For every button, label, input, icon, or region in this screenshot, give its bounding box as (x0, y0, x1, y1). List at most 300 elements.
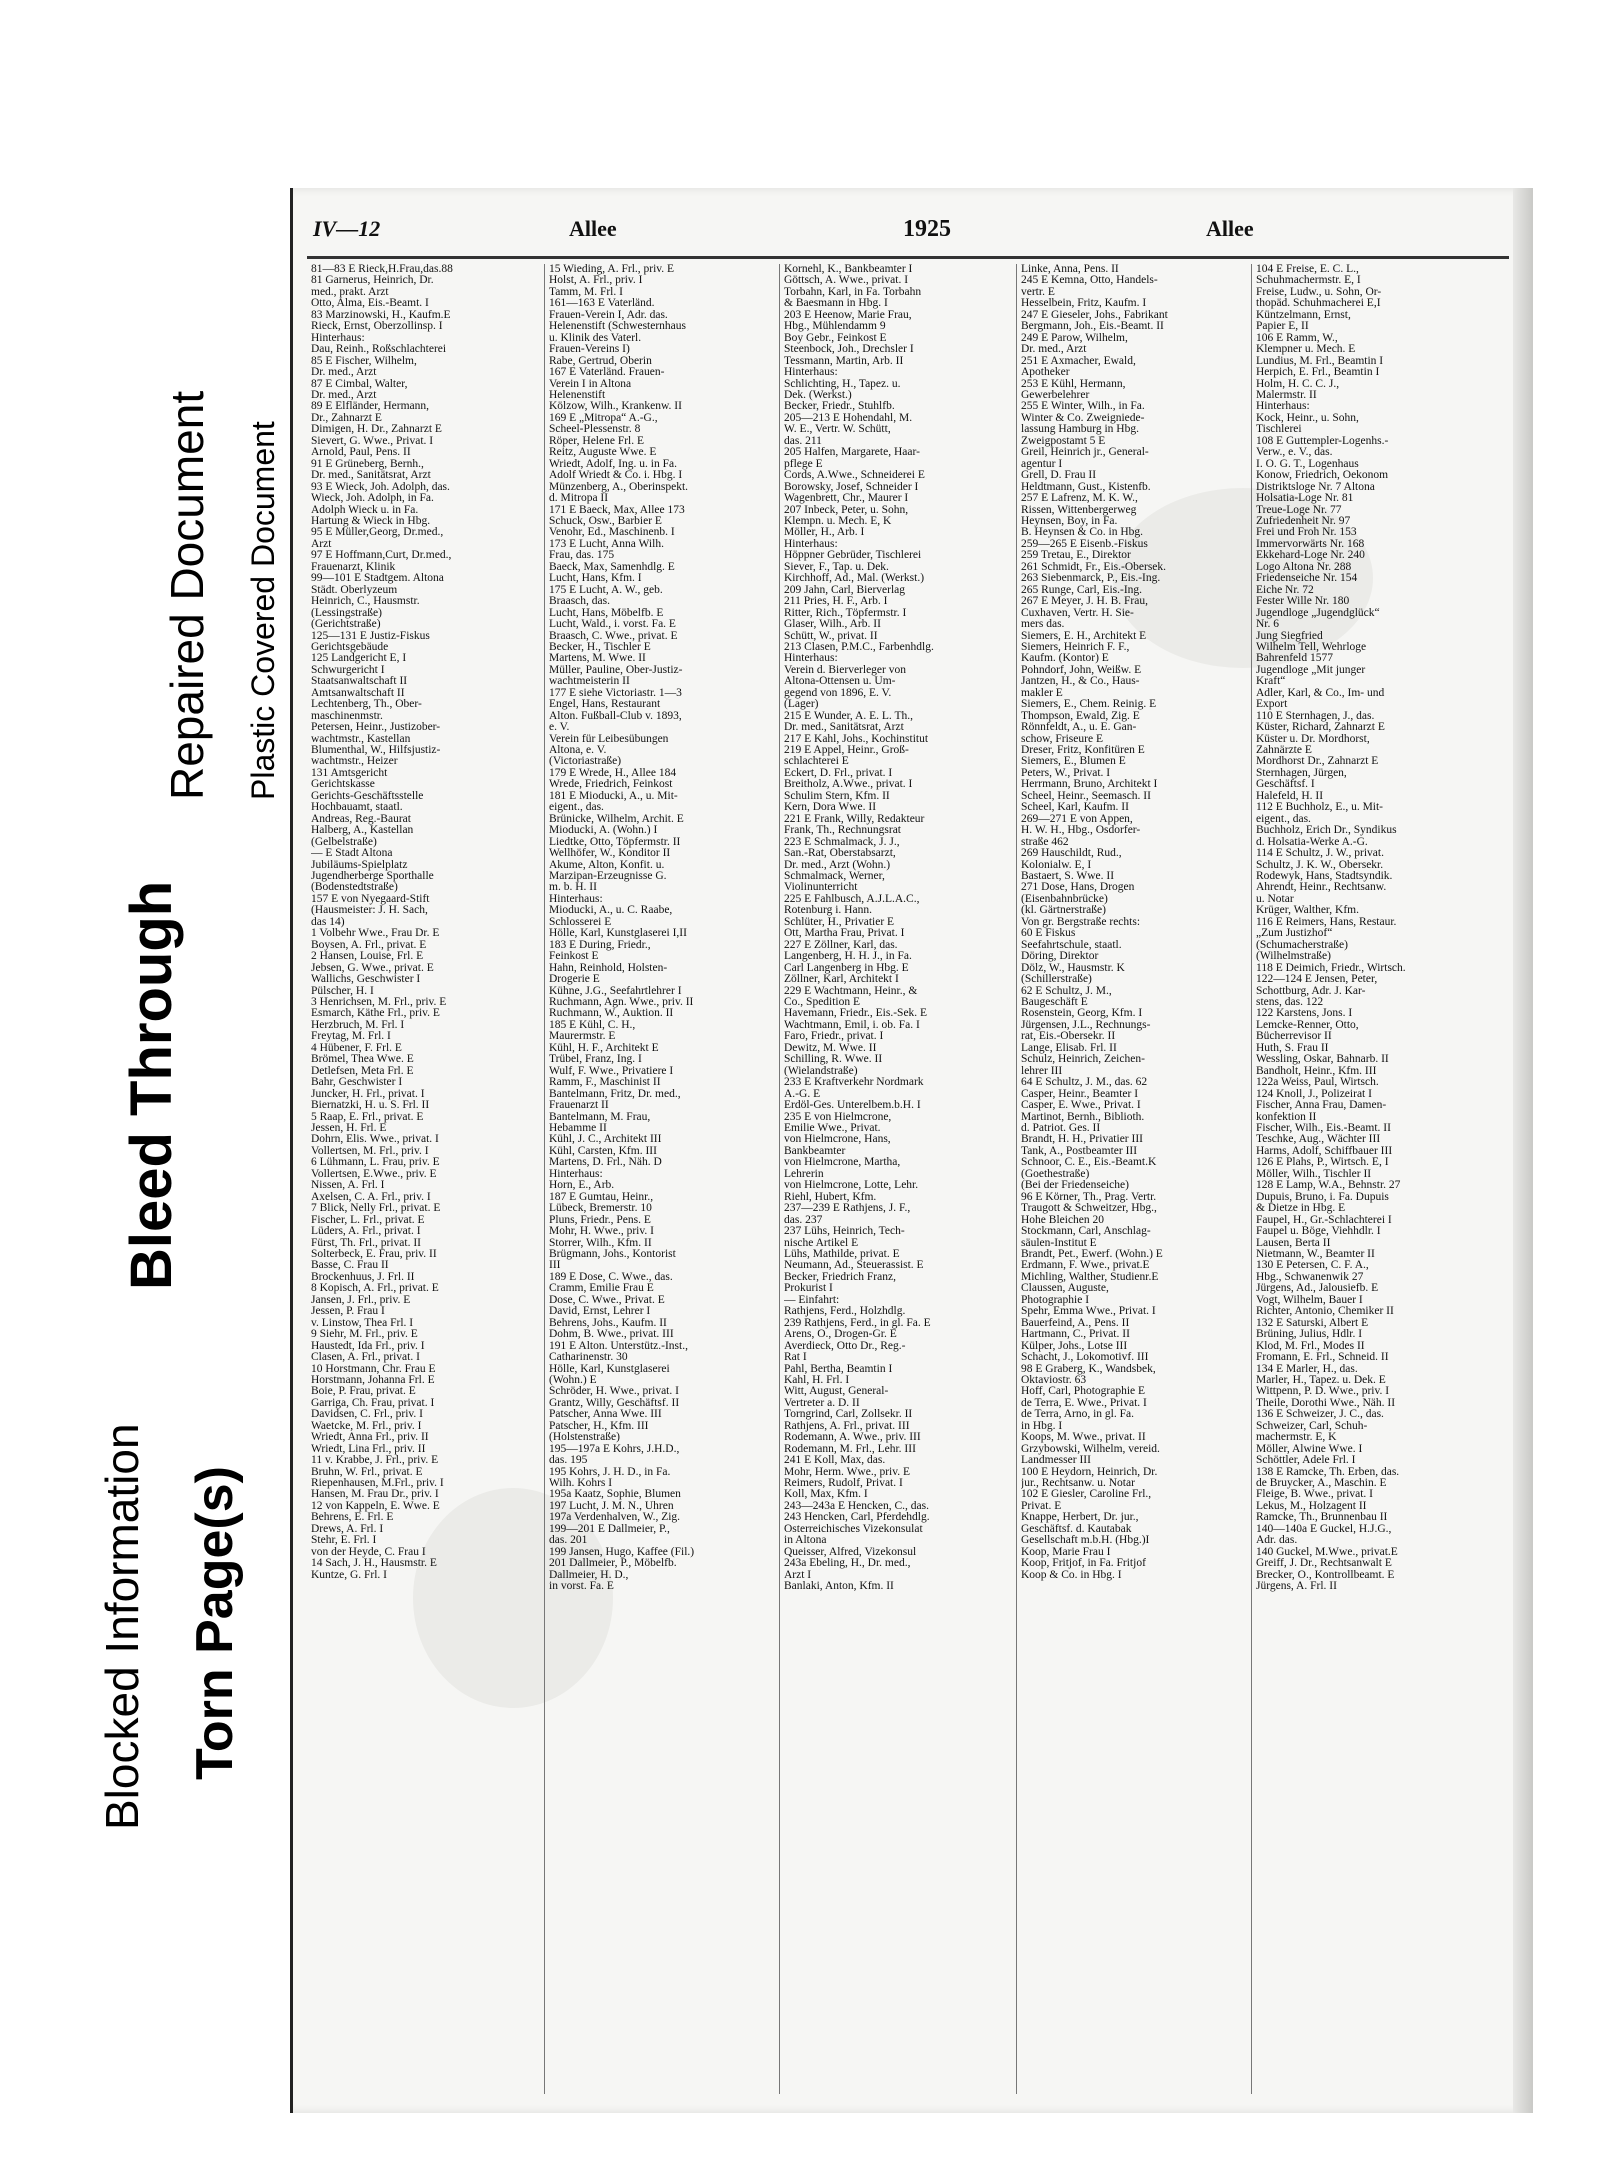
directory-entry-line: Dr. med., Sanitätsrat, Arzt (311, 470, 431, 482)
directory-entry-line: 255 E Winter, Wilh., in Fa. (1021, 401, 1145, 413)
directory-entry-line: Mioducki, A., u. C. Raabe, (549, 905, 673, 917)
directory-entry-line: Witt, August, General- (784, 1386, 889, 1398)
directory-entry-line: Herpich, E. Frl., Beamtin I (1256, 367, 1380, 379)
directory-entry-line: 81—83 E Rieck,H.Frau,das.88 (311, 264, 453, 275)
directory-entry-line: Lühs, Mathilde, privat. E (784, 1248, 900, 1260)
directory-entry-line: Kirchhoff, Ad., Mal. (Werkst.) (784, 573, 925, 585)
directory-entry-line: Otto, Alma, Eis.-Beamt. I (311, 298, 429, 310)
directory-entry-line: 263 Siebenmarck, P., Eis.-Ing. (1021, 573, 1161, 585)
directory-entry-line: das. 237 (784, 1214, 823, 1226)
directory-entry-line: Hartmann, C., Privat. II (1021, 1329, 1130, 1341)
directory-entry-line: Wallichs, Geschwister I (311, 974, 421, 986)
directory-entry-line: Koop, Fritjof, in Fa. Fritjof (1021, 1558, 1146, 1570)
directory-entry-line: 271 Dose, Hans, Drogen (1021, 882, 1135, 894)
directory-entry-line: 126 E Plahs, P., Wirtsch. E, I (1256, 1157, 1389, 1169)
directory-entry-line: 125—131 E Justiz-Fiskus (311, 630, 430, 642)
directory-entry-line: „Zum Justizhof“ (1256, 928, 1333, 940)
directory-entry-line: Verw., e. V., das. (1256, 447, 1333, 459)
directory-entry-line: Jansen, J. Frl., priv. E (311, 1294, 411, 1306)
directory-entry-line: 241 E Koll, Max, das. (784, 1455, 886, 1467)
directory-entry-line: Ruchmann, W., Auktion. II (549, 1008, 674, 1020)
directory-entry-line: Emilie Wwe., Privat. (784, 1122, 881, 1134)
directory-entry-line: (Wielandstraße) (784, 1065, 858, 1077)
directory-entry-line: Ekkehard-Loge Nr. 240 (1256, 550, 1365, 562)
directory-entry-line: 261 Schmidt, Fr., Eis.-Obersek. (1021, 561, 1167, 573)
directory-entry-line: 259—265 E Eisenb.-Fiskus (1021, 538, 1148, 550)
directory-entry-line: 243 Hencken, Carl, Pferdehdlg. (784, 1512, 930, 1524)
directory-entry-line: Lübeck, Bremerstr. 10 (549, 1203, 652, 1215)
directory-entry-line: 195 Kohrs, J. H. D., in Fa. (549, 1466, 671, 1478)
directory-entry-line: 175 E Lucht, A. W., geb. (549, 584, 663, 596)
directory-entry-line: Kern, Dora Wwe. II (784, 802, 877, 814)
directory-entry-line: 251 E Axmacher, Ewald, (1021, 355, 1136, 367)
directory-entry-line: Kahl, H. Frl. I (784, 1374, 850, 1386)
directory-entry-line: Rodemann, M. Frl., Lehr. III (784, 1443, 916, 1455)
directory-entry-line: (Bei der Friedenseiche) (1021, 1180, 1129, 1192)
directory-entry-line: 247 E Gieseler, Johs., Fabrikant (1021, 309, 1168, 321)
directory-entry-line: Wittpenn, P. D. Wwe., priv. I (1256, 1386, 1390, 1398)
directory-entry-line: Papier E, II (1256, 321, 1309, 333)
directory-entry-line: Heinrich, C., Hausmstr. (311, 596, 420, 608)
directory-entry-line: Schlichting, H., Tapez. u. (784, 378, 901, 390)
directory-entry-line: Richter, Antonio, Chemiker II (1256, 1306, 1394, 1318)
directory-entry-line: pflege E (784, 458, 823, 470)
directory-column-1 (307, 264, 544, 2094)
directory-entry-line: Bandholt, Heinr., Kfm. III (1256, 1065, 1377, 1077)
directory-entry-line: Bücherrevisor II (1256, 1031, 1332, 1043)
directory-entry-line: Hahn, Reinhold, Holsten- (549, 962, 668, 974)
directory-entry-line: 87 E Cimbal, Walter, (311, 378, 408, 390)
directory-entry-line: Behrens, Johs., Kaufm. II (549, 1317, 667, 1329)
directory-entry-line: A.-G. E (784, 1088, 821, 1100)
directory-entry-line: das. 195 (549, 1455, 588, 1467)
directory-entry-line: Röper, Helene Frl. E (549, 435, 645, 447)
directory-entry-line: Stehr, E. Frl. I (311, 1535, 377, 1547)
directory-entry-line: Fischer, L. Frl., privat. E (311, 1214, 425, 1226)
directory-entry-line: 201 Dallmeier, P., Möbelfb. (549, 1558, 677, 1570)
directory-entry-line: Winter & Co. Zweigniede- (1021, 412, 1145, 424)
directory-entry-line: Jung Siegfried (1256, 630, 1323, 642)
directory-entry-line: Bruhn, W. Frl., privat. E (311, 1466, 423, 1478)
directory-entry-line: 223 E Schmalmack, J. J., (784, 836, 900, 848)
directory-entry-line: Andreas, Reg.-Baurat (311, 813, 411, 825)
directory-entry-line: Ramm, F., Maschinist II (549, 1077, 661, 1089)
directory-entry-line: (Wilhelmstraße) (1256, 951, 1331, 963)
directory-entry-line: Hinterhaus: (549, 893, 603, 905)
directory-entry-line: 83 Marzinowski, H., Kaufm.E (311, 309, 451, 321)
directory-entry-line: 131 Amtsgericht (311, 767, 388, 779)
directory-entry-line: 233 E Kraftverkehr Nordmark (784, 1077, 924, 1089)
directory-entry-line: Scheel-Plessenstr. 8 (549, 424, 641, 436)
directory-entry-line: Wriedt, Adolf, Ing. u. in Fa. (549, 458, 677, 470)
directory-entry-line: Huth, S. Frau II (1256, 1042, 1329, 1054)
directory-entry-line: Drogerie E (549, 974, 600, 986)
directory-entry-line: stens, das. 122 (1256, 997, 1324, 1008)
directory-entry-line: Wachtmann, Emil, i. ob. Fa. I (784, 1019, 920, 1031)
directory-entry-line: Wriedt, Anna Frl., priv. II (311, 1432, 429, 1444)
directory-entry-line: Greiff, J. Dr., Rechtsanwalt E (1256, 1558, 1392, 1570)
directory-entry-line: thopäd. Schuhmacherei E,I (1256, 298, 1381, 310)
scanned-page (290, 188, 1533, 2113)
directory-entry-line: Marzipan-Erzeugnisse G. (549, 871, 667, 883)
directory-entry-line: Casper, Heinr., Beamter I (1021, 1088, 1139, 1100)
directory-entry-line: e. V. (549, 722, 570, 734)
directory-entry-line: Feinkost E (549, 951, 599, 963)
directory-entry-line: Glaser, Wilh., Arb. II (784, 619, 881, 631)
directory-entry-line: Faupel u. Böge, Viehhdlr. I (1256, 1226, 1381, 1238)
directory-entry-line: Baeck, Max, Samenhdlg. E (549, 561, 675, 573)
directory-entry-line: 177 E siehe Victoriastr. 1—3 (549, 687, 682, 699)
directory-entry-line: 183 E During, Friedr., (549, 939, 651, 951)
directory-entry-line: Altona-Ottensen u. Um- (784, 676, 896, 688)
directory-entry-line: Helenenstift (549, 389, 606, 401)
directory-entry-line: Akume, Alton, Konfit. u. (549, 859, 665, 871)
directory-entry-line: Hölle, Karl, Kunstglaserei (549, 1363, 670, 1375)
directory-entry-line: Apotheker (1021, 367, 1070, 379)
directory-entry-line: 10 Horstmann, Chr. Frau E (311, 1363, 436, 1375)
directory-entry-line: Eiche Nr. 72 (1256, 584, 1314, 596)
directory-entry-line: Döring, Direktor (1021, 951, 1099, 963)
directory-entry-line: 199—201 E Dallmeier, P., (549, 1523, 670, 1535)
page-header (313, 216, 1513, 244)
directory-entry-line: Münzenberg, A., Oberinspekt. (549, 481, 689, 493)
directory-entry-line: (Hausmeister: J. H. Sach, (311, 905, 428, 917)
directory-entry-line: 211 Pries, H. F., Arb. I (784, 596, 888, 608)
directory-entry-line: H. W. H., Hbg., Osdorfer- (1021, 825, 1141, 837)
directory-entry-line: Lucht, Wald., i. vorst. Fa. E (549, 619, 676, 631)
directory-entry-line: 253 E Kühl, Hermann, (1021, 378, 1126, 390)
directory-entry-line: Kuntze, G. Frl. I (311, 1569, 388, 1581)
directory-entry-line: Wessling, Oskar, Bahnarb. II (1256, 1054, 1389, 1066)
directory-entry-line: Ramcke, Th., Brunnenbau II (1256, 1512, 1388, 1524)
directory-entry-line: Kühl, Carsten, Kfm. III (549, 1145, 657, 1157)
directory-entry-line: 219 E Appel, Heinr., Groß- (784, 745, 909, 757)
directory-entry-line: Jürgens, A. Frl. II (1256, 1581, 1337, 1593)
directory-entry-line: 189 E Dose, C. Wwe., das. (549, 1271, 673, 1283)
directory-entry-line: Breitholz, A.Wwe., privat. I (784, 779, 913, 791)
directory-entry-line: Wellhöfer, W., Konditor II (549, 848, 671, 860)
directory-entry-line: 110 E Sternhagen, J., das. (1256, 710, 1375, 722)
directory-entry-line: 108 E Guttempler-Logenhs.- (1256, 435, 1389, 447)
directory-entry-line: Cords, A.Wwe., Schneiderei E (784, 470, 925, 482)
directory-entry-line: gegend von 1896, E. V. (784, 687, 892, 699)
directory-entry-line: de Terra, E. Wwe., Privat. I (1021, 1397, 1147, 1409)
directory-entry-line: Pahl, Bertha, Beamtin I (784, 1363, 893, 1375)
directory-entry-line: Schultz, J. K. W., Obersekr. (1256, 859, 1384, 871)
directory-entry-line: Fürst, Th. Frl., privat. II (311, 1237, 421, 1249)
directory-entry-line: Koop, Marie Frau I (1021, 1546, 1111, 1558)
torn-pages-label: Torn Page(s) (186, 1466, 244, 1780)
directory-entry-line: Ott, Martha Frau, Privat. I (784, 928, 905, 940)
directory-entry-line: Lüders, A. Frl., privat. I (311, 1226, 421, 1238)
directory-entry-line: Cuxhaven, Vertr. H. Sie- (1021, 607, 1134, 619)
directory-entry-line: (Bodenstedtstraße) (311, 882, 398, 894)
directory-entry-line: 7 Blick, Nelly Frl., privat. E (311, 1203, 441, 1215)
page-number: IV—12 (313, 216, 381, 241)
directory-entry-line: Grzybowski, Wilhelm, vereid. (1021, 1443, 1160, 1455)
directory-entry-line: Rissen, Wittenbergerweg (1021, 504, 1137, 516)
sidebar-labels (0, 0, 290, 2177)
directory-entry-line: Becker, Friedrich Franz, (784, 1271, 896, 1283)
directory-entry-line: Brockenhuus, J. Frl. II (311, 1271, 415, 1283)
directory-entry-line: 97 E Hoffmann,Curt, Dr.med., (311, 550, 452, 562)
directory-entry-line: Bergmann, Joh., Eis.-Beamt. II (1021, 321, 1164, 333)
directory-entry-line: Vollertsen, M. Frl., priv. I (311, 1145, 429, 1157)
directory-entry-line: säulen-Institut E (1021, 1237, 1097, 1249)
directory-entry-line: 187 E Gumtau, Heinr., (549, 1191, 654, 1203)
directory-entry-line: Martens, M. Wwe. II (549, 653, 646, 665)
directory-entry-line: Traugott & Schweitzer, Hbg., (1021, 1203, 1157, 1215)
directory-entry-line: Bantelmann, M. Frau, (549, 1111, 651, 1123)
directory-entry-line: Koop & Co. in Hbg. I (1021, 1569, 1122, 1581)
directory-entry-line: 245 E Kemna, Otto, Handels- (1021, 275, 1158, 287)
directory-entry-line: 2 Hansen, Louise, Frl. E (311, 951, 424, 963)
directory-column-3 (779, 264, 1016, 2094)
directory-entry-line: 257 E Lafrenz, M. K. W., (1021, 493, 1138, 505)
directory-entry-line: Schulz, Heinrich, Zeichen- (1021, 1054, 1145, 1066)
directory-entry-line: Dek. (Werkst.) (784, 389, 852, 401)
directory-entry-line: Juncker, H. Frl., privat. I (311, 1088, 425, 1100)
directory-entry-line: Siever, F., Tap. u. Dek. (784, 561, 889, 573)
directory-entry-line: 102 E Giesler, Caroline Frl., (1021, 1489, 1152, 1501)
directory-entry-line: Faupel, H., Gr.-Schlachterei I (1256, 1214, 1392, 1226)
directory-entry-line: Tessmann, Martin, Arb. II (784, 355, 904, 367)
directory-entry-line: Martens, D. Frl., Näh. D (549, 1157, 662, 1169)
directory-entry-line: Trübel, Franz, Ing. I (549, 1054, 642, 1066)
directory-entry-line: Arzt I (784, 1569, 812, 1581)
directory-entry-line: Gerichts-Geschäftsstelle (311, 790, 424, 802)
directory-entry-line: Möller, Wilh., Tischler II (1256, 1168, 1372, 1180)
directory-entry-line: Hesselbein, Fritz, Kaufm. I (1021, 298, 1147, 310)
directory-entry-line: Greil, Heinrich jr., General- (1021, 447, 1149, 459)
directory-entry-line: Garriga, Ch. Frau, privat. I (311, 1397, 435, 1409)
directory-entry-line: Haustedt, Ida Frl., priv. I (311, 1340, 425, 1352)
directory-entry-line: 195a Kaatz, Sophie, Blumen (549, 1489, 681, 1501)
directory-entry-line: Schwurgericht I (311, 664, 385, 676)
directory-entry-line: 3 Henrichsen, M. Frl., priv. E (311, 997, 447, 1008)
directory-entry-line: med., prakt. Arzt (311, 286, 389, 298)
directory-entry-line: Langenberg, H. H. J., in Fa. (784, 951, 912, 963)
directory-entry-line: Brecker, O., Kontrollbeamt. E (1256, 1569, 1395, 1581)
directory-entry-line: d. Holsatia-Werke A.-G. (1256, 836, 1368, 848)
directory-entry-line: Siemers, Heinrich F. F., (1021, 641, 1130, 653)
directory-entry-line: Engel, Hans, Restaurant (549, 699, 661, 711)
directory-entry-line: 191 E Alton. Unterstütz.-Inst., (549, 1340, 688, 1352)
directory-entry-line: 15 Wieding, A. Frl., priv. E (549, 264, 675, 275)
directory-entry-line: Bantelmann, Fritz, Dr. med., (549, 1088, 681, 1100)
directory-entry-line: 199 Jansen, Hugo, Kaffee (Fil.) (549, 1546, 695, 1558)
directory-entry-line: B. Heynsen & Co. in Hbg. (1021, 527, 1144, 539)
directory-entry-line: Maurermstr. E (549, 1031, 616, 1043)
directory-entry-line: Boie, P. Frau, privat. E (311, 1386, 416, 1398)
directory-entry-line: 259 Tretau, E., Direktor (1021, 550, 1131, 562)
directory-entry-line: Queisser, Alfred, Vizekonsul (784, 1546, 917, 1558)
directory-entry-line: Teschke, Aug., Wächter III (1256, 1134, 1381, 1146)
directory-entry-line: Riepenhausen, M.Frl., priv. I (311, 1478, 444, 1490)
directory-entry-line: Sievert, G. Wwe., Privat. I (311, 435, 434, 447)
directory-entry-line: Schacht, J., Lokomotivf. III (1021, 1352, 1149, 1364)
directory-entry-line: Braasch, das. (549, 596, 610, 608)
directory-entry-line: 122 Karstens, Jons. I (1256, 1008, 1353, 1020)
directory-entry-line: 173 E Lucht, Anna Wilh. (549, 538, 664, 550)
directory-entry-line: de Bruycker, A., Maschin. E (1256, 1478, 1387, 1490)
directory-entry-line: Möller, H., Arb. I (784, 527, 865, 539)
directory-entry-line: Adr. das. (1256, 1535, 1298, 1547)
directory-entry-line: Freise, Ludw., u. Sohn, Or- (1256, 286, 1382, 298)
directory-entry-line: Kölzow, Wilh., Krankenw. II (549, 401, 682, 413)
directory-entry-line: Lekus, M., Holzagent II (1256, 1500, 1367, 1512)
directory-entry-line: wachtmeisterin II (549, 676, 630, 688)
directory-entry-line: Mioducki, A. (Wohn.) I (549, 825, 658, 837)
directory-entry-line: Bauerfeind, A., Pens. II (1021, 1317, 1130, 1329)
directory-entry-line: Cramm, Emilie Frau E (549, 1283, 654, 1295)
directory-entry-line: v. Linstow, Thea Frl. I (311, 1317, 414, 1329)
directory-entry-line: Adolf Wriedt & Co. i. Hbg. I (549, 470, 683, 482)
directory-entry-line: Hebamme II (549, 1122, 607, 1134)
directory-entry-line: Eckert, D. Frl., privat. I (784, 767, 893, 779)
directory-entry-line: d. Patriot. Ges. II (1021, 1122, 1101, 1134)
directory-entry-line: Geschäftsf. I (1256, 779, 1315, 791)
directory-entry-line: Halefeld, H. II (1256, 790, 1324, 802)
directory-entry-line: Dölz, W., Hausmstr. K (1021, 962, 1125, 974)
directory-entry-line: 269—271 E von Appen, (1021, 813, 1133, 825)
directory-entry-line: (Lessingstraße) (311, 607, 382, 619)
directory-entry-line: 207 Inbeck, Peter, u. Sohn, (784, 504, 909, 516)
directory-entry-line: Friedenseiche Nr. 154 (1256, 573, 1358, 585)
directory-entry-line: Kaufm. (Kontor) E (1021, 653, 1109, 665)
directory-entry-line: 181 E Mioducki, A., u. Mit- (549, 790, 678, 802)
directory-entry-line: Havemann, Friedr., Eis.-Sek. E (784, 1008, 928, 1020)
directory-entry-line: (Schumacherstraße) (1256, 939, 1348, 951)
directory-entry-line: Schlosserei E (549, 916, 612, 928)
directory-entry-line: Schlüter, H., Privatier E (784, 916, 895, 928)
header-rule (307, 256, 1509, 259)
directory-entry-line: 11 v. Krabbe, J. Frl., priv. E (311, 1455, 439, 1467)
directory-entry-line: Vollertsen, E.Wwe., priv. E (311, 1168, 437, 1180)
directory-entry-line: Tank, A., Postbeamter III (1021, 1145, 1138, 1157)
directory-entry-line: Grantz, Willy, Geschäftsf. II (549, 1397, 680, 1409)
directory-entry-line: 169 E „Mitropa“ A.-G., (549, 412, 658, 424)
directory-entry-line: straße 462 (1021, 836, 1069, 848)
directory-entry-line: Bankbeamter (784, 1145, 846, 1157)
directory-entry-line: Schröder, H. Wwe., privat. I (549, 1386, 679, 1398)
directory-entry-line: Waetcke, M. Frl., priv. I (311, 1420, 422, 1432)
directory-entry-line: Torbahn, Karl, in Fa. Torbahn (784, 286, 922, 298)
header-year: 1925 (903, 216, 951, 242)
directory-entry-line: 95 E Müller,Georg, Dr.med., (311, 527, 444, 539)
header-street-right: Allee (1206, 216, 1254, 241)
directory-entry-line: Verein d. Bierverleger von (784, 664, 906, 676)
directory-entry-line: Grell, D. Frau II (1021, 470, 1097, 482)
directory-entry-line: Patscher, Anna Wwe. III (549, 1409, 662, 1421)
directory-entry-line: Buchholz, Erich Dr., Syndikus (1256, 825, 1397, 837)
directory-entry-line: Frau, das. 175 (549, 550, 615, 562)
directory-entry-line: Hinterhaus: (784, 367, 838, 379)
directory-column-5 (1251, 264, 1496, 2094)
directory-entry-line: Rodemann, A. Wwe., priv. III (784, 1432, 921, 1444)
directory-entry-line: (Gelbelstraße) (311, 836, 377, 848)
directory-entry-line: Brandt, H. H., Privatier III (1021, 1134, 1143, 1146)
directory-entry-line: 8 Kopisch, A. Frl., privat. E (311, 1283, 439, 1295)
directory-entry-line: Hinterhaus: (549, 1168, 603, 1180)
directory-entry-line: Erdöl-Ges. Unterelbem.b.H. I (784, 1100, 921, 1112)
directory-entry-line: Dr. med., Arzt (1021, 344, 1087, 356)
directory-entry-line: Wriedt, Lina Frl., priv. II (311, 1443, 426, 1455)
directory-entry-line: Hohe Bleichen 20 (1021, 1214, 1105, 1226)
directory-entry-line: Arnold, Paul, Pens. II (311, 447, 411, 459)
directory-entry-line: 269 Hauschildt, Rud., (1021, 848, 1122, 860)
directory-entry-line: 98 E Graberg, K., Wandsbek, (1021, 1363, 1156, 1375)
directory-entry-line: Claussen, Auguste, (1021, 1283, 1109, 1295)
directory-entry-line: Liedtke, Otto, Töpfermstr. II (549, 836, 681, 848)
directory-entry-line: Arens, O., Drogen-Gr. E (784, 1329, 897, 1341)
directory-entry-line: m. b. H. II (549, 882, 597, 894)
directory-entry-line: in vorst. Fa. E (549, 1581, 614, 1593)
directory-entry-line: 179 E Wrede, H., Allee 184 (549, 767, 677, 779)
directory-entry-line: Blumenthal, W., Hilfsjustiz- (311, 745, 441, 757)
directory-entry-line: Wagenbrett, Chr., Maurer I (784, 493, 909, 505)
directory-entry-line: 106 E Ramm, W., (1256, 332, 1338, 344)
directory-entry-line: 60 E Fiskus (1021, 928, 1076, 940)
directory-entry-line: Marler, H., Tapez. u. Dek. E (1256, 1374, 1386, 1386)
directory-entry-line: Küntzelmann, Ernst, (1256, 309, 1351, 321)
directory-entry-line: 138 E Ramcke, Th. Erben, das. (1256, 1466, 1400, 1478)
directory-entry-line: Logo Altona Nr. 288 (1256, 561, 1352, 573)
directory-entry-line: 4 Hübener, F. Frl. E (311, 1042, 402, 1054)
directory-entry-line: Jugendloge „Mit junger (1256, 664, 1366, 676)
directory-entry-line: Adolph Wieck u. in Fa. (311, 504, 419, 516)
directory-entry-line: 12 von Kappeln, E. Wwe. E (311, 1500, 440, 1512)
directory-entry-line: maschinenmstr. (311, 710, 383, 722)
directory-entry-line: Arzt (311, 538, 332, 550)
directory-entry-line: 185 E Kühl, C. H., (549, 1019, 636, 1031)
directory-entry-line: Torngrind, Carl, Zollsekr. II (784, 1409, 913, 1421)
directory-entry-line: Österreichisches Vizekonsulat (784, 1523, 923, 1535)
directory-columns (307, 264, 1517, 2094)
directory-entry-line: rat, Eis.-Obersekr. II (1021, 1031, 1116, 1043)
directory-entry-line: (kl. Gärtnerstraße) (1021, 905, 1106, 917)
directory-entry-line: u. Notar (1256, 893, 1294, 905)
directory-entry-line: Küster u. Dr. Mordhorst, (1256, 733, 1370, 745)
directory-entry-line: Pohndorf, John, Weißw. E (1021, 664, 1142, 676)
directory-entry-line: 5 Raap, E. Frl., privat. E (311, 1111, 424, 1123)
directory-entry-line: (Eisenbahnbrücke) (1021, 893, 1108, 905)
directory-entry-line: Axelsen, C. A. Frl., priv. I (311, 1191, 431, 1203)
directory-entry-line: Wulf, F. Wwe., Privatiere I (549, 1065, 674, 1077)
directory-entry-line: 1 Volbehr Wwe., Frau Dr. E (311, 928, 440, 940)
directory-entry-line: Hinterhaus: (784, 538, 838, 550)
directory-entry-line: Klempner u. Mech. E (1256, 344, 1356, 356)
directory-entry-line: Esmarch, Käthe Frl., priv. E (311, 1008, 440, 1020)
directory-entry-line: 134 E Marler, H., das. (1256, 1363, 1358, 1375)
directory-entry-line: 128 E Lamp, W.A., Behnstr. 27 (1256, 1180, 1401, 1192)
directory-entry-line: Adler, Karl, & Co., Im- und (1256, 687, 1385, 699)
directory-entry-line: 205—213 E Hohendahl, M. (784, 412, 913, 424)
directory-entry-line: Jugendloge „Jugendglück“ (1256, 607, 1380, 619)
directory-entry-line: (Goethestraße) (1021, 1168, 1090, 1180)
directory-entry-line: Steenbock, Joh., Drechsler I (784, 344, 914, 356)
directory-entry-line: Heynsen, Boy, in Fa. (1021, 515, 1118, 527)
directory-entry-line: Behrens, E. Frl. E (311, 1512, 394, 1524)
directory-entry-line: Braasch, C. Wwe., privat. E (549, 630, 678, 642)
directory-entry-line: Davidsen, C. Frl., priv. I (311, 1409, 424, 1421)
directory-entry-line: das. 211 (784, 435, 822, 447)
directory-entry-line: Detlefsen, Meta Frl. E (311, 1065, 414, 1077)
directory-entry-line: Staatsanwaltschaft II (311, 676, 408, 688)
directory-entry-line: 221 E Frank, Willy, Redakteur (784, 813, 925, 825)
directory-entry-line: 235 E von Hielmcrone, (784, 1111, 892, 1123)
directory-entry-line: Peters, W., Privat. I (1021, 767, 1111, 779)
